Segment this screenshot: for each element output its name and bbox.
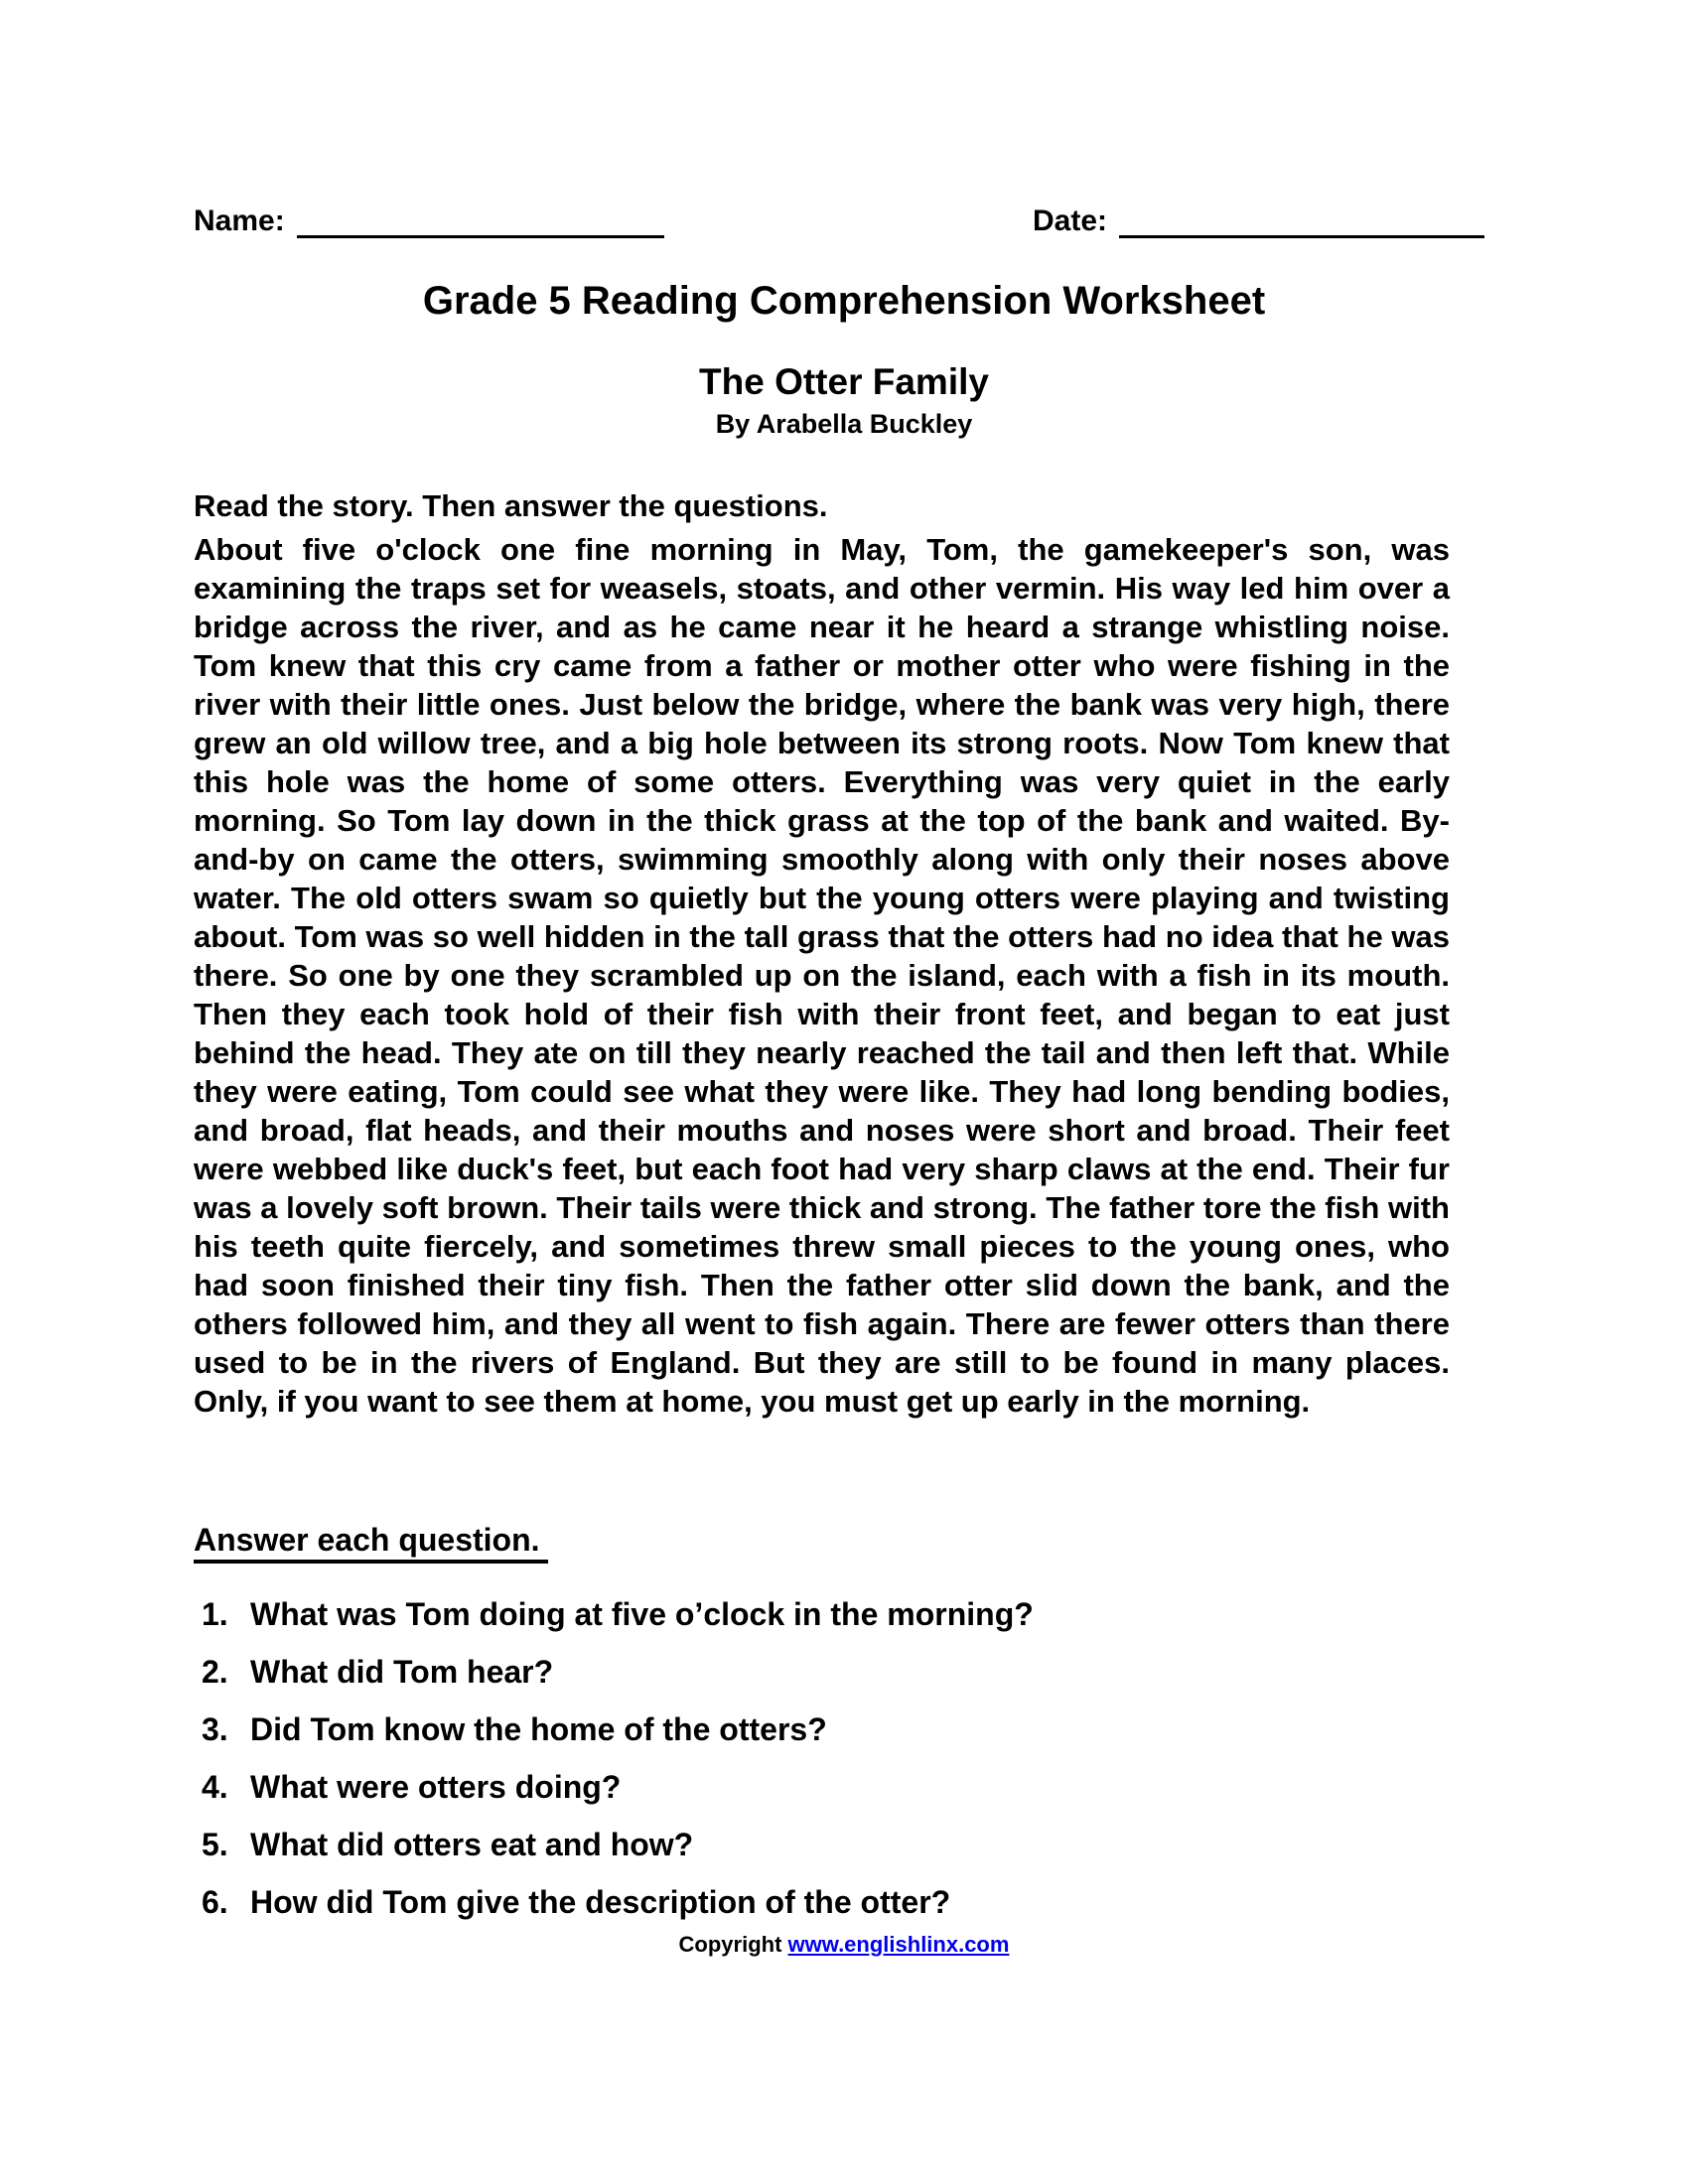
answer-section-heading: Answer each question. — [194, 1522, 548, 1564]
story-title: The Otter Family — [699, 361, 989, 402]
instructions-line: Read the story. Then answer the questions. — [194, 488, 828, 523]
name-blank-line — [297, 202, 664, 238]
question-item-2 — [202, 1656, 1482, 1689]
question-number: 4. — [202, 1769, 228, 1805]
question-number: 2. — [202, 1654, 228, 1690]
question-text: What did otters eat and how? — [250, 1827, 694, 1862]
englishlinx-link[interactable]: www.englishlinx.com — [787, 1932, 1010, 1957]
worksheet-title: Grade 5 Reading Comprehension Worksheet — [422, 279, 1266, 323]
question-item-3 — [202, 1713, 1482, 1746]
question-item-5 — [202, 1829, 1482, 1861]
question-item-6 — [202, 1886, 1482, 1919]
name-date-row — [194, 202, 1484, 238]
question-number: 6. — [202, 1884, 228, 1920]
date-blank-line — [1119, 202, 1484, 238]
question-item-4 — [202, 1771, 1482, 1804]
story-byline: By Arabella Buckley — [715, 409, 973, 439]
name-group — [194, 202, 1033, 238]
date-label: Date: — [1033, 205, 1108, 237]
question-text: What was Tom doing at five o’clock in the morning? — [250, 1596, 1034, 1632]
question-list — [202, 1598, 1482, 1944]
copyright-label: Copyright — [678, 1932, 788, 1957]
question-number: 5. — [202, 1827, 228, 1862]
question-text: How did Tom give the description of the otter? — [250, 1884, 951, 1920]
question-text: What did Tom hear? — [250, 1654, 554, 1690]
question-text: What were otters doing? — [250, 1769, 622, 1805]
copyright-footer — [189, 1932, 1499, 1958]
story-paragraph: About five o'clock one fine morning in May, Tom, the gamekeeper's son, was examining the traps set for weasels, stoats, and other vermin. His way led him over a bridge across the river, and as he came near it he heard a strange whistling noise. Tom knew that this cry came from a father or mother otter who were fishing in the river with their little ones. Just below the bridge, where the bank was very high, there grew an old willow tree, and a big hole between its strong roots. Now Tom knew that this hole was the home of some otters. Everything was very quiet in the early morning. So Tom lay down in the thick grass at the top of the bank and waited. By-and-by on came the otters, swimming smoothly along with only their noses above water. The old otters swam so quietly but the young otters were playing and twisting about. Tom was so well hidden in the tall grass that the otters had no idea that he was there. So one by one they scrambled up on the island, each with a fish in its mouth. Then they each took hold of their fish with their front feet, and began to eat just behind the head. They ate on till they nearly reached the tail and then left that. While they were eating, Tom could see what they were like. They had long bending bodies, and broad, flat heads, and their mouths and noses were short and broad. Their feet were webbed like duck's feet, but each foot had very sharp claws at the end. Their fur was a lovely soft brown. Their tails were thick and strong. The father tore the fish with his teeth quite fiercely, and sometimes threw small pieces to the young ones, who had soon finished their tiny fish. Then the father otter slid down the bank, and the others followed him, and they all went to fish again. There are fewer otters than there used to be in the rivers of England. But they are still to be found in many places. Only, if you want to see them at home, you must get up early in the morning. — [194, 532, 1450, 1419]
question-number: 1. — [202, 1596, 228, 1632]
question-number: 3. — [202, 1711, 228, 1747]
date-group — [1033, 202, 1484, 238]
question-text: Did Tom know the home of the otters? — [250, 1711, 827, 1747]
name-label: Name: — [194, 205, 285, 237]
question-item-1 — [202, 1598, 1482, 1631]
